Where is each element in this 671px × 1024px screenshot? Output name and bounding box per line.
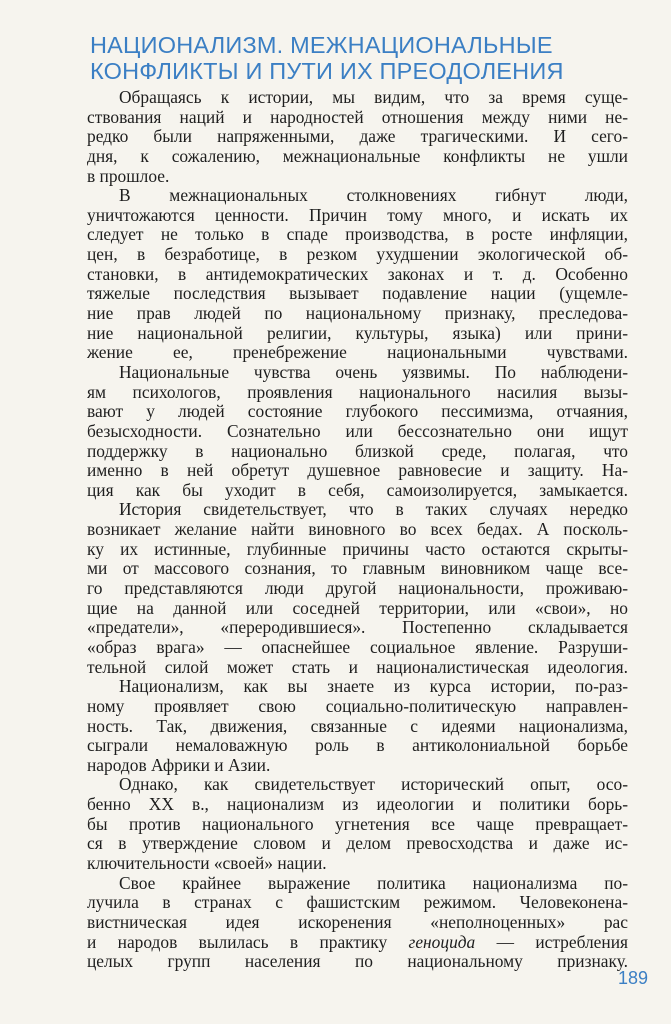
paragraph-3 [87, 363, 628, 500]
section-heading-line-1: НАЦИОНАЛИЗМ. МЕЖНАЦИОНАЛЬНЫЕ [90, 32, 553, 58]
text-line: Национализм, как вы знаете из курса истории, по-раз- [119, 676, 628, 697]
text-line: вистническая идея искоренения «неполноценных» рас [87, 911, 628, 932]
page-number: 189 [618, 968, 649, 988]
text-line: дня, к сожалению, межнациональные конфликты не ушли [87, 145, 628, 166]
text-line: поддержку в национально близкой среде, полагая, что [87, 440, 628, 461]
text-line: «образ врага» — опаснейшее социальное явление. Разруши- [87, 636, 628, 657]
text-line: тельной силой может стать и националистическая идеология. [87, 656, 628, 677]
section-heading-line-2: КОНФЛИКТЫ И ПУТИ ИХ ПРЕОДОЛЕНИЯ [90, 58, 564, 84]
text-line: щие на данной или соседней территории, или «свои», но [87, 597, 628, 618]
text-line: ствования наций и народностей отношения между ними не- [87, 106, 628, 127]
text-line: Однако, как свидетельствует исторический опыт, осо- [119, 774, 628, 795]
text-line: ми от массового сознания, то главным виновником чаще все- [87, 558, 628, 579]
text-line: уничтожаются ценности. Причин тому много, и искать их [87, 204, 628, 225]
text-line: го представляются люди другой национальности, проживаю- [87, 578, 628, 599]
text-line: жение ее, пренебрежение национальными чувствами. [87, 342, 628, 363]
text-line: ку их истинные, глубинные причины часто остаются скрыты- [87, 538, 628, 559]
text-line: ному проявляет свою социально-политическую направлен- [87, 695, 628, 716]
text-line: ция как бы уходит в себя, самоизолируется, замыкается. [87, 479, 628, 500]
text-line: Обращаясь к истории, мы видим, что за время суще- [119, 87, 628, 107]
paragraph-1 [87, 88, 628, 186]
section-heading [90, 32, 610, 84]
text-line: безысходности. Сознательно или бессознательно они ищут [87, 420, 628, 441]
text-line: становки, в антидемократических законах и т. д. Особенно [87, 263, 628, 284]
text-line: цен, в безработице, в резком ухудшении экологической об- [87, 244, 628, 265]
text-line: возникает желание найти виновного во всех бедах. А посколь- [87, 519, 628, 540]
text-line: в прошлое. [87, 165, 170, 186]
text-line: редко были напряженными, даже трагическими. И сего- [87, 126, 628, 147]
text-line: ключительности «своей» нации. [87, 852, 327, 873]
text-line: тяжелые последствия вызывает подавление нации (ущемле- [87, 283, 628, 304]
text-line: бенно XX в., национализм из идеологии и политики борь- [87, 794, 628, 815]
text-line: «предатели», «переродившиеся». Постепенно складывается [87, 617, 628, 638]
text-line: именно в ней обретут душевное равновесие и защиту. На- [87, 460, 628, 481]
text-line: ся в утверждение словом и делом превосходства и даже ис- [87, 833, 628, 854]
text-line: сыграли немаловажную роль в антиколониальной борьбе [87, 735, 628, 756]
paragraph-5 [87, 677, 628, 775]
text-line: бы против национального угнетения все чаще превращает- [87, 813, 628, 834]
text-line: лучила в странах с фашистским режимом. Человеконена- [87, 892, 628, 913]
text-line: народов Африки и Азии. [87, 754, 271, 775]
text-line: следует не только в спаде производства, в росте инфляции, [87, 224, 628, 245]
text-line-with-emphasis [87, 933, 628, 953]
text-line: целых групп населения по национальному признаку. [87, 951, 628, 972]
paragraph-2 [87, 186, 628, 363]
text-segment: и народов вылилась в практику [87, 931, 409, 952]
text-line: ние прав людей по национальному признаку, преследова- [87, 303, 628, 324]
text-line: ние национальной религии, культуры, языка) или прини- [87, 322, 628, 343]
text-line: ям психологов, проявления национального насилия вызы- [87, 381, 628, 402]
paragraph-7 [87, 874, 628, 972]
emphasized-term: геноцида [408, 931, 476, 952]
text-line: Национальные чувства очень уязвимы. По наблюдени- [119, 361, 628, 382]
text-line: История свидетельствует, что в таких случаях нередко [119, 499, 628, 520]
text-line: Свое крайнее выражение политика национализма по- [119, 872, 628, 893]
text-line: ность. Так, движения, связанные с идеями национализма, [87, 715, 628, 736]
body-text [87, 88, 628, 972]
paragraph-4 [87, 500, 628, 677]
text-segment: — истребления [475, 931, 629, 952]
text-line: В межнациональных столкновениях гибнут люди, [119, 185, 628, 206]
paragraph-6 [87, 775, 628, 873]
text-line: вают у людей состояние глубокого пессимизма, отчаяния, [87, 401, 628, 422]
